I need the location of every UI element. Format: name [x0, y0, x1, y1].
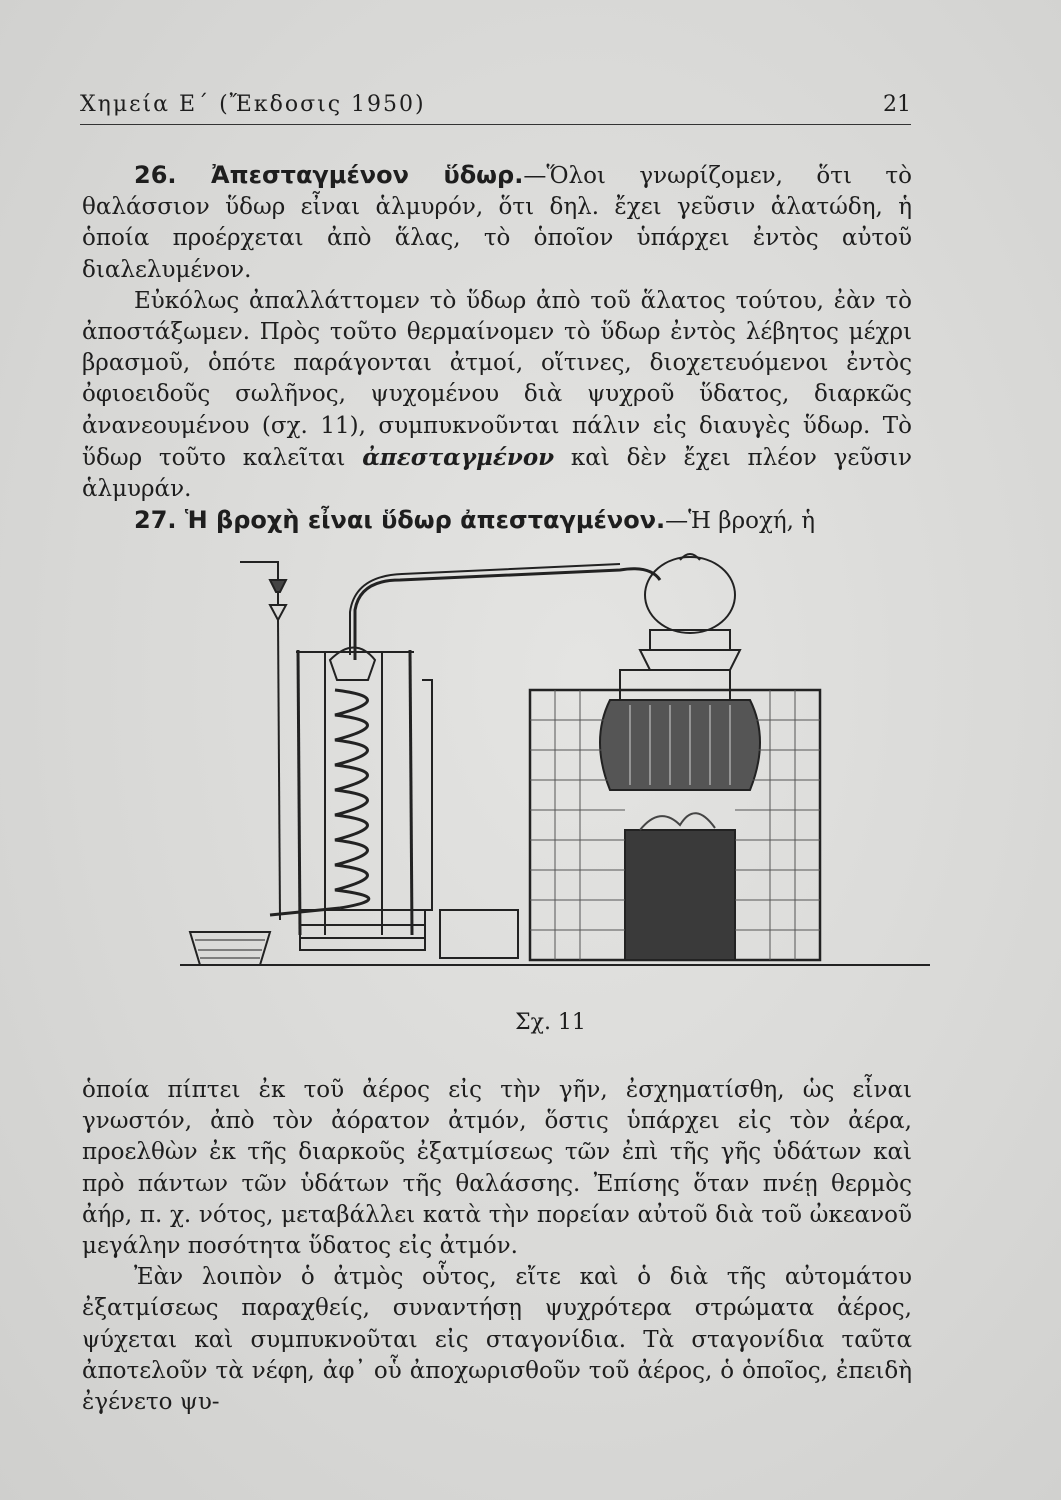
paragraph-26-distillation — [82, 286, 912, 505]
paragraph-26-intro — [82, 160, 912, 286]
paragraph-27-heading-line — [82, 505, 912, 537]
section-27-lead: —Ἡ βροχή, ἡ — [665, 508, 816, 535]
paragraph-27-second: Ἐὰν λοιπὸν ὁ ἀτμὸς οὗτος, εἴτε καὶ ὁ διὰ τῆς αὐτομάτου ἐξατμίσεως παραχθείς, συναντήσῃ ψυχρότερα στρώματα ἀέρος, ψύχεται καὶ συμπυκνοῦται εἰς σταγονίδια. Τὰ σταγονίδια ταῦτα ἀποτελοῦν τὰ νέφη, ἀφ᾽ οὗ ἀποχωρισθοῦν τοῦ ἀέρος, ὁ ὁποῖος, ἐπειδὴ ἐγένετο ψυ- — [82, 1264, 912, 1416]
paragraph-27-continuation: ὁποία πίπτει ἐκ τοῦ ἀέρος εἰς τὴν γῆν, ἐσχηματίσθη, ὡς εἶναι γνωστόν, ἀπὸ τὸν ἀόρατον ἀτμόν, ὅστις ὑπάρχει εἰς τὸν ἀέρα, προελθὼν ἐκ τῆς διαρκοῦς ἐξατμίσεως τῶν ἐπὶ τῆς γῆς ὑδάτων καὶ πρὸ πάντων τῶν ὑδάτων τῆς θαλάσσης. Ἐπίσης ὅταν πνέῃ θερμὸς ἀήρ, π. χ. νότος, μεταβάλλει κατὰ τὴν πορείαν αὐτοῦ διὰ τοῦ ὠκεανοῦ μεγάλην ποσότητα ὕδατος εἰς ἀτμόν. — [82, 1077, 912, 1260]
running-header — [80, 92, 911, 125]
header-title: Χημεία Ε΄ (Ἔκδοσις 1950) — [80, 92, 426, 117]
text-block-top — [82, 160, 912, 537]
paragraph-26-text: —Ὅλοι γνωρίζομεν, ὅτι τὸ θαλάσσιον ὕδωρ εἶναι ἁλμυρόν, ὅτι δηλ. ἔχει γεῦσιν ἁλατώδη, ἡ ὁποία προέρχεται ἀπὸ ἅλας, τὸ ὁποῖον ὑπάρχει ἐντὸς αὐτοῦ διαλελυμένον. — [82, 163, 912, 283]
figure-caption: Σχ. 11 — [515, 1010, 586, 1035]
paragraph-26-text-a: Εὐκόλως ἀπαλλάττομεν τὸ ὕδωρ ἀπὸ τοῦ ἅλατος τούτου, ἐὰν τὸ ἀποστάξωμεν. Πρὸς τοῦτο θερμαίνομεν τὸ ὕδωρ ἐντὸς λέβητος μέχρι βρασμοῦ, ὁπότε παράγονται ἀτμοί, οἵτινες, διοχετευόμενοι ἐντὸς ὀφιοειδοῦς σωλῆνος, ψυχομένου διὰ ψυχροῦ ὕδατος, διαρκῶς ἀνανεουμένου (σχ. 11), συμπυκνοῦνται πάλιν εἰς διαυγὲς ὕδωρ. Τὸ ὕδωρ τοῦτο καλεῖται — [82, 287, 912, 471]
section-27-heading: 27. Ἡ βροχὴ εἶναι ὕδωρ ἀπεσταγμένον. — [134, 506, 666, 535]
section-26-heading: 26. Ἀπεσταγμένον ὕδωρ. — [134, 161, 524, 189]
page-number: 21 — [883, 92, 911, 117]
paragraph-26-text-b: καὶ δὲν ἔχει πλέον γεῦσιν ἁλμυράν. — [82, 444, 913, 503]
distillation-apparatus-icon — [170, 540, 940, 970]
emphasis-term: ἀπεσταγμένον — [362, 443, 555, 471]
text-block-bottom — [82, 1075, 912, 1418]
